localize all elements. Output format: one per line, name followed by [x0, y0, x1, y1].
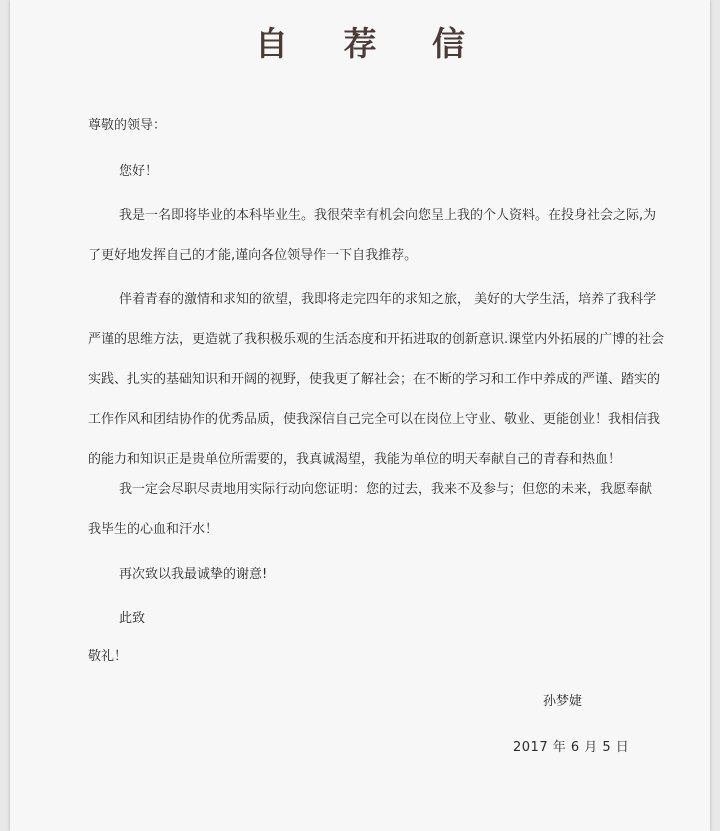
- signature: 孙梦婕: [543, 694, 583, 709]
- paragraph-1: [88, 196, 657, 276]
- paragraph-1-line: 了更好地发挥自己的才能,谨向各位领导作一下自我推荐。: [88, 248, 418, 263]
- thanks-line: 再次致以我最诚挚的谢意!: [119, 567, 268, 582]
- greeting: 您好！: [119, 164, 159, 179]
- paragraph-2-line: 实践、扎实的基础知识和开阔的视野，使我更了解社会；在不断的学习和工作中养成的严谨、踏实的: [88, 372, 661, 387]
- paragraph-2: [88, 280, 665, 480]
- salutation: 尊敬的领导：: [88, 118, 167, 133]
- paragraph-3-line: 我毕生的心血和汗水！: [88, 522, 219, 537]
- paragraph-1-line: 我是一名即将毕业的本科毕业生。我很荣幸有机会向您呈上我的个人资料。在投身社会之际,为: [119, 208, 657, 223]
- paragraph-3: [88, 470, 653, 550]
- paragraph-2-line: 的能力和知识正是贵单位所需要的，我真诚渴望，我能为单位的明天奉献自己的青春和热血！: [88, 452, 622, 467]
- paragraph-2-line: 工作作风和团结协作的优秀品质，使我深信自己完全可以在岗位上守业、敬业、更能创业！我相信我: [88, 412, 661, 427]
- paragraph-2-line: 严谨的思维方法，更造就了我积极乐观的生活态度和开拓进取的创新意识.课堂内外拓展的广博的社会: [88, 332, 665, 347]
- letter-title: 自 荐 信: [255, 24, 487, 63]
- closing-cizhi: 此致: [119, 611, 146, 626]
- paragraph-2-line: 伴着青春的激情和求知的欲望，我即将走完四年的求知之旅， 美好的大学生活，培养了我科学: [119, 292, 657, 307]
- paragraph-3-line: 我一定会尽职尽责地用实际行动向您证明：您的过去，我来不及参与；但您的未来，我愿奉献: [119, 482, 653, 497]
- closing-jingli: 敬礼！: [88, 649, 128, 664]
- letter-date: 2017 年 6 月 5 日: [513, 740, 630, 755]
